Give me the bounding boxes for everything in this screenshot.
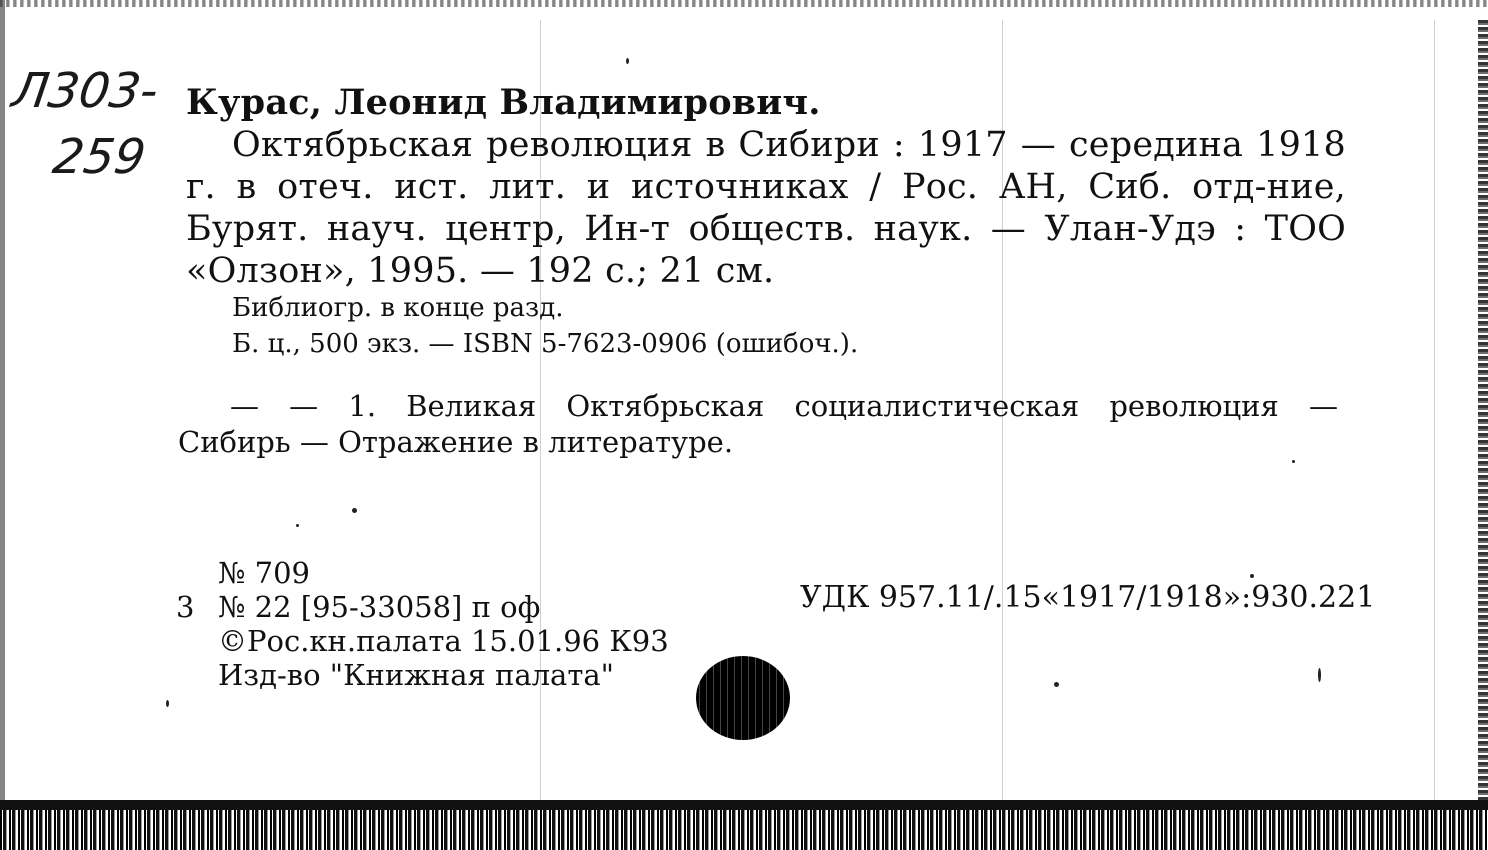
order-number: № 22 [95-33058] п оф [218,590,541,624]
bibliographic-description: Октябрьская революция в Сибири : 1917 — середина 1918 г. в отеч. ист. лит. и источниках / Рос. АН, Сиб. отд-ние, Бурят. науч. центр, Ин-т обществ. наук. — Улан-Удэ : ТОО «Олзон», 1995. — 192 с.; 21 см. [186,125,1346,291]
publisher-line: Изд-во "Книжная палата" [218,658,615,692]
subject-line1: — — 1. Великая Октябрьская социалистическая революция — [230,389,1338,423]
card-mark: 3 [176,590,195,624]
scan-speck [1250,574,1254,578]
author-heading: Курас, Леонид Владимирович. [186,82,821,123]
scan-speck [352,508,357,513]
note-isbn: Б. ц., 500 экз. — ISBN 5-7623-0906 (ошибоч.). [232,329,859,359]
scan-speck [296,524,299,527]
card-registration-info [176,556,669,692]
udk-code: УДК 957.11/.15«1917/1918»:930.221 [800,580,1376,615]
card-number: № 709 [218,556,311,590]
scan-speck [626,58,629,64]
subject-line2: Сибирь — Отражение в литературе. [178,425,734,459]
punch-hole [696,656,790,740]
scan-speck [1318,668,1321,682]
scan-edge-bottom [0,800,1488,850]
shelf-mark-line2: 259 [49,129,149,185]
scan-edge-left [0,0,5,850]
scan-speck [1054,682,1059,687]
notes [232,290,858,362]
scan-speck [1292,460,1295,463]
note-bibliography: Библиогр. в конце разд. [232,293,564,323]
shelf-mark-line1: Л303- [8,63,162,119]
scan-speck [166,700,169,707]
main-entry [186,82,1346,292]
scan-edge-top [0,0,1488,7]
copyright-line: ©Рос.кн.палата 15.01.96 К93 [218,624,669,658]
scan-edge-right [1478,20,1488,830]
shelf-mark [0,58,162,190]
scan-line [1434,20,1435,800]
subject-heading [178,388,1338,460]
